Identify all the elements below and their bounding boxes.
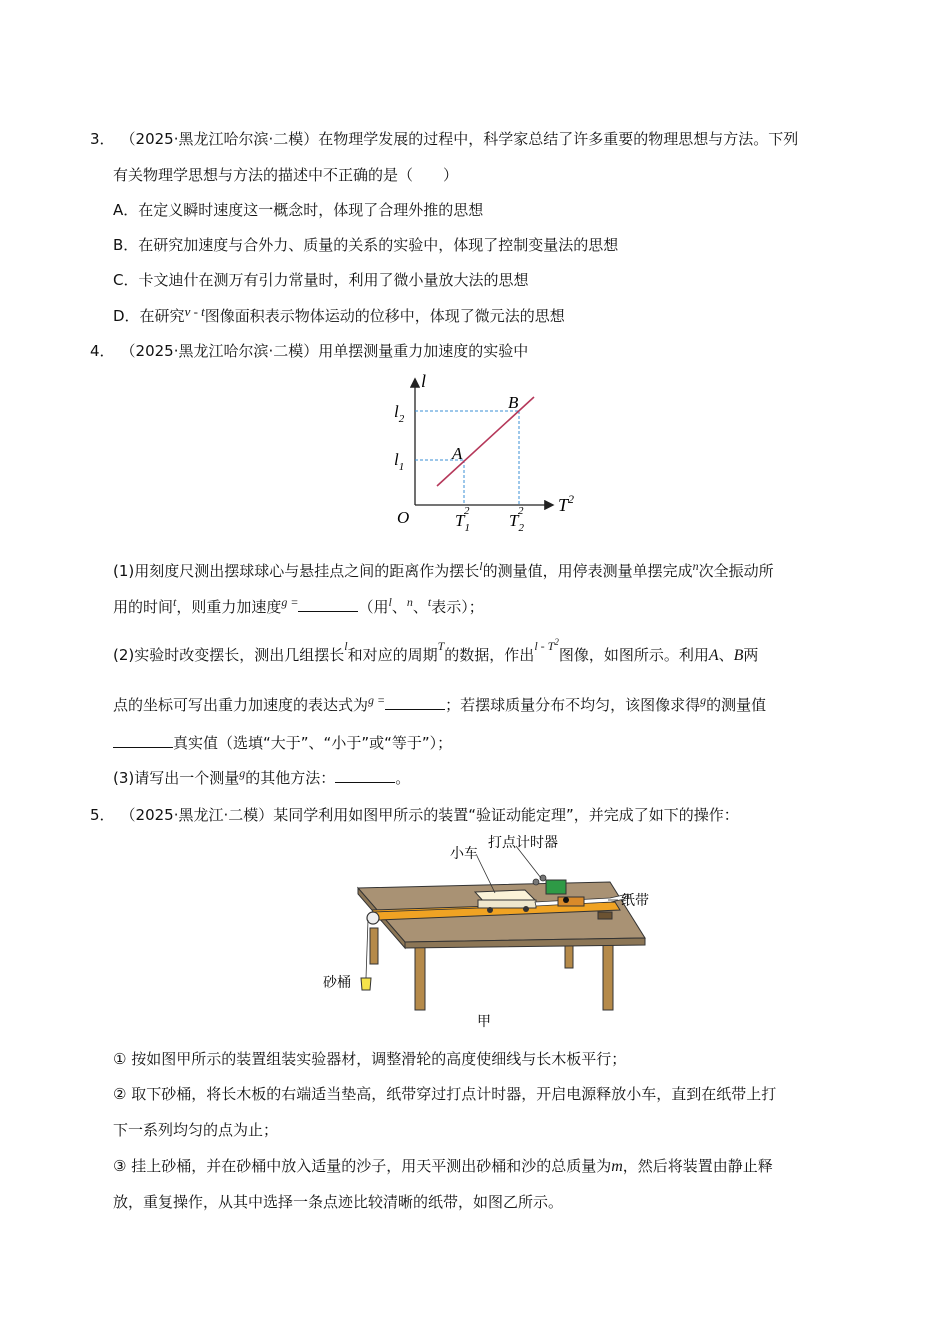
q5-source: （2025·黑龙江·二模） <box>120 806 274 824</box>
t2-label: $T_22$ <box>509 505 524 534</box>
label-timer: 打点计时器 <box>488 835 558 851</box>
q5-number: 5． <box>90 806 115 824</box>
q3-option-d-var: v - t <box>184 304 205 319</box>
origin-label: O <box>397 508 410 527</box>
q4-p1-var-n: n <box>692 559 699 573</box>
q4-p3-text-b: 的其他方法： <box>245 769 336 787</box>
q5-stem-text: 某同学利用如图甲所示的装置“验证动能定理”，并完成了如下的操作： <box>273 806 739 824</box>
q4-part2-line3 <box>113 733 452 753</box>
q4-p2-text-j: 真实值（选填“大于”、“小于”或“等于”）； <box>173 734 453 752</box>
q4-p2-text-d: 图像，如图所示。利用 <box>558 646 709 664</box>
pulley-icon <box>367 912 379 924</box>
timer-knob <box>533 879 539 885</box>
q4-p1-text-f: （用 <box>358 598 389 616</box>
cart-wheel <box>523 906 529 912</box>
q4-part1-line1 <box>113 561 774 582</box>
label-cart: 小车 <box>450 846 478 862</box>
q4-p1-text-g: 、 <box>391 598 407 616</box>
q4-p1-text-c: 次全振动所 <box>698 562 774 580</box>
point-b-label: B <box>508 393 519 412</box>
q3-stem-line2: 有关物理学思想与方法的描述中不正确的是（ ） <box>113 166 459 184</box>
q4-p1-var-g: g = <box>281 595 299 609</box>
timer-icon <box>546 880 566 894</box>
q5-step3-text-b: ，然后将装置由静止释 <box>622 1157 773 1175</box>
q4-stem-text: 用单摆测量重力加速度的实验中 <box>318 342 529 360</box>
q4-stem <box>90 341 528 361</box>
q5-step3-line2: 放，重复操作，从其中选择一条点迹比较清晰的纸带，如图乙所示。 <box>113 1193 564 1211</box>
q5-stem <box>90 805 739 825</box>
label-bucket: 砂桶 <box>323 975 351 991</box>
q3-option-b: B．在研究加速度与合外力、质量的关系的实验中，体现了控制变量法的思想 <box>113 236 619 254</box>
q3-option-c: C．卡文迪什在测万有引力常量时，利用了微小量放大法的思想 <box>113 271 529 289</box>
figure-caption: 甲 <box>477 1014 491 1030</box>
apparatus-figure <box>310 830 670 1035</box>
q4-p2-text-i: 的测量值 <box>706 696 767 714</box>
label-tape: 纸带 <box>621 893 649 909</box>
t1-label: $T_12$ <box>455 505 470 534</box>
q4-p2-var-lt: l - T2 <box>534 637 559 653</box>
sand-bucket-icon <box>361 978 371 990</box>
q4-p3-text-c: 。 <box>395 769 411 787</box>
q4-p2-blank2[interactable] <box>113 735 173 748</box>
q4-p2-text-c: 的数据，作出 <box>444 646 535 664</box>
x-axis-label: $T^2$ <box>558 492 575 515</box>
q4-p1-text-e: ，则重力加速度 <box>176 598 282 616</box>
q5-step3-var-m: m <box>611 1158 623 1175</box>
q3-source: （2025·黑龙江哈尔滨·二模） <box>120 130 319 148</box>
q4-part2-line1 <box>113 637 759 667</box>
q4-p2-var-t: T <box>437 639 445 653</box>
table-leg <box>603 938 613 1010</box>
cart-wheel <box>487 907 493 913</box>
q4-part3 <box>113 768 410 789</box>
q4-p2-blank1[interactable] <box>385 697 445 710</box>
q4-p2-text-a: (2)实验时改变摆长，测出几组摆长 <box>113 646 345 664</box>
q4-p2-text-b: 和对应的周期 <box>347 646 438 664</box>
table-leg <box>370 928 378 964</box>
q4-p2-var-g2: g <box>700 693 707 707</box>
q4-p1-text-b: 的测量值，用停表测量单摆完成 <box>482 562 693 580</box>
support-block <box>598 912 612 919</box>
q4-p1-var-n2: n <box>406 595 413 609</box>
q4-p2-text-g: 点的坐标可写出重力加速度的表达式为 <box>113 696 369 714</box>
l1-label: $l_1$ <box>394 450 405 473</box>
q4-p2-text-f: 两 <box>743 646 759 664</box>
l2-label: $l_2$ <box>394 402 405 425</box>
q4-p3-var-g: g <box>239 766 246 780</box>
q4-p1-text-d: 用的时间 <box>113 598 174 616</box>
q5-step3-line1 <box>113 1156 773 1177</box>
q4-p2-text-e: 、 <box>718 646 734 664</box>
q5-step2-line1: ② 取下砂桶，将长木板的右端适当垫高，纸带穿过打点计时器，开启电源释放小车，直到在纸带上打 <box>113 1085 777 1103</box>
q3-stem-text: 在物理学发展的过程中，科学家总结了许多重要的物理思想与方法。下列 <box>318 130 799 148</box>
q3-option-d <box>113 306 565 327</box>
q3-number: 3． <box>90 130 115 148</box>
q4-p1-var-t2: t <box>427 595 432 609</box>
q3-stem-line1 <box>90 129 798 149</box>
q4-part2-line2 <box>113 695 766 716</box>
q4-number: 4． <box>90 342 115 360</box>
q5-step1: ① 按如图甲所示的装置组装实验器材，调整滑轮的高度使细线与长木板平行； <box>113 1050 627 1068</box>
q5-step3-text-a: ③ 挂上砂桶，并在砂桶中放入适量的沙子，用天平测出砂桶和沙的总质量为 <box>113 1157 612 1175</box>
q5-step2-line2: 下一系列均匀的点为止； <box>113 1121 279 1139</box>
q4-p1-var-l2: l <box>388 595 392 609</box>
hanging-string <box>366 920 368 978</box>
q4-p1-text-a: (1)用刻度尺测出摆球球心与悬挂点之间的距离作为摆长 <box>113 562 480 580</box>
q4-p1-text-i: 表示）； <box>431 598 484 616</box>
q3-option-d-prefix: D．在研究 <box>113 307 185 325</box>
q4-p2-var-g: g = <box>368 693 386 707</box>
q3-option-a: A．在定义瞬时速度这一概念时，体现了合理外推的思想 <box>113 201 484 219</box>
q3-option-d-suffix: 图像面积表示物体运动的位移中，体现了微元法的思想 <box>204 307 565 325</box>
q4-p3-blank[interactable] <box>335 770 395 783</box>
q4-p1-blank[interactable] <box>298 599 358 612</box>
q4-source: （2025·黑龙江哈尔滨·二模） <box>120 342 319 360</box>
q4-p3-text-a: (3)请写出一个测量 <box>113 769 240 787</box>
y-axis-label: l <box>421 371 427 391</box>
point-a-label: A <box>452 444 463 463</box>
timer-point <box>563 897 569 903</box>
table-leg <box>415 938 425 1010</box>
q4-p2-var-l: l <box>344 639 348 653</box>
l-t2-graph <box>390 370 590 535</box>
q4-p1-var-t: t <box>173 595 177 609</box>
q4-p1-text-h: 、 <box>412 598 428 616</box>
q4-p2-point-a: A <box>708 647 719 664</box>
q4-p2-text-h: ；若摆球质量分布不均匀，该图像求得 <box>445 696 701 714</box>
timer-base <box>558 897 584 906</box>
q4-p1-var-l: l <box>479 559 483 573</box>
q4-p2-point-b: B <box>733 647 744 664</box>
q4-part1-line2 <box>113 597 484 618</box>
